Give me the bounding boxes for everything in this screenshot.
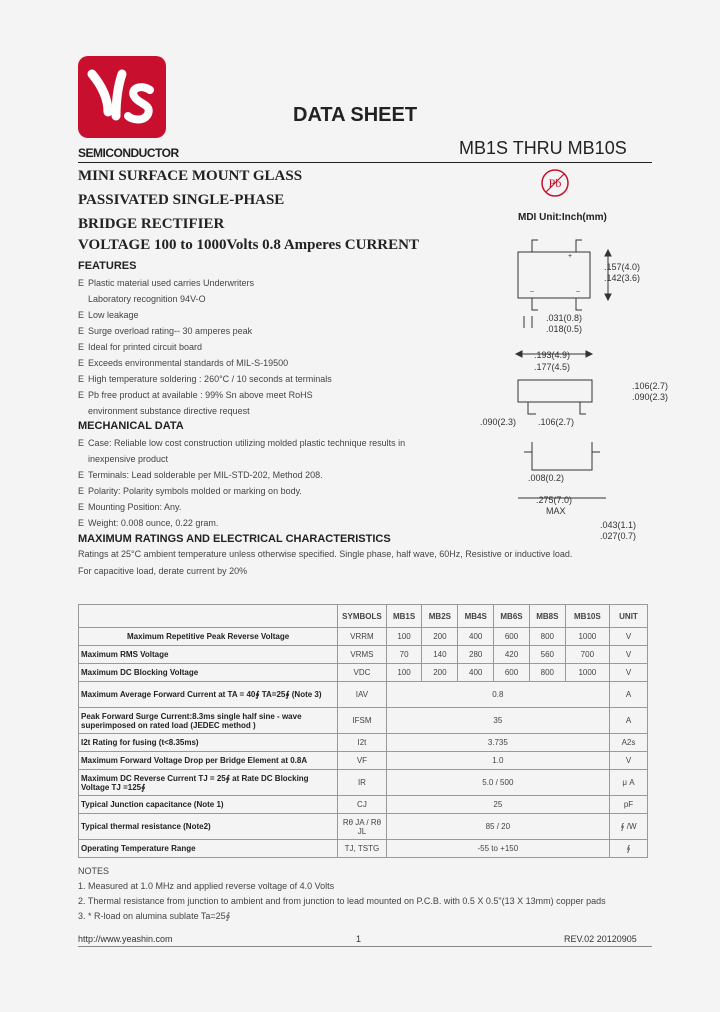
dim-label: .106(2.7) — [538, 417, 575, 427]
table-row: Maximum RMS Voltage VRMS 70 140 280 420 560 700 V — [79, 646, 648, 664]
mechanical-item-cont: inexpensive product — [88, 454, 169, 464]
feature-item: Ε Plastic material used carries Underwriters — [78, 278, 255, 288]
product-title-4: VOLTAGE 100 to 1000Volts 0.8 Amperes CURRENT — [78, 237, 419, 253]
dim-label: .106(2.7) — [632, 381, 669, 391]
company-name: SEMICONDUCTOR — [78, 146, 179, 160]
notes-title: NOTES — [78, 866, 110, 876]
model-range: MB1S THRU MB10S — [459, 138, 627, 158]
pb-free-icon — [540, 168, 570, 198]
dim-label: .043(1.1) — [600, 520, 637, 530]
page-number: 1 — [356, 934, 362, 944]
dim-label: .090(2.3) — [632, 392, 669, 402]
table-row: Operating Temperature Range TJ, TSTG -55 to +150 ∮ — [79, 840, 648, 858]
table-row: I2t Rating for fusing (t<8.35ms) I2t 3.735 A2s — [79, 734, 648, 752]
dim-label: .090(2.3) — [480, 417, 517, 427]
ratings-note: For capacitive load, derate current by 20% — [78, 566, 248, 576]
dim-label: .018(0.5) — [546, 324, 583, 334]
doc-title: DATA SHEET — [293, 104, 418, 126]
footer-rule — [78, 946, 652, 947]
mechanical-item: Ε Weight: 0.008 ounce, 0.22 gram. — [78, 518, 219, 528]
header-rule — [78, 162, 652, 163]
footer-url[interactable]: http://www.yeashin.com — [78, 934, 173, 944]
note-item: 3. * R-load on alumina sublate Ta=25∮ — [78, 911, 231, 921]
mechanical-item: Ε Polarity: Polarity symbols molded or marking on body. — [78, 486, 302, 496]
feature-item: Ε Exceeds environmental standards of MIL-S-19500 — [78, 358, 289, 368]
dim-label: .027(0.7) — [600, 531, 637, 541]
table-row: Maximum Average Forward Current at TA = 40∮ TA=25∮ (Note 3) IAV 0.8 A — [79, 682, 648, 708]
table-row: Typical thermal resistance (Note2) Rθ JA / Rθ JL 85 / 20 ∮ /W — [79, 814, 648, 840]
table-header-row: SYMBOLS MB1S MB2S MB4S MB6S MB8S MB10S UNIT — [79, 605, 648, 628]
features-heading: FEATURES — [78, 260, 137, 272]
note-item: 2. Thermal resistance from junction to ambient and from junction to lead mounted on P.C.B. with 0.5 X 0.5"(13 X 13mm) copper pads — [78, 896, 606, 906]
table-row: Maximum DC Reverse Current TJ = 25∮ at Rate DC Blocking Voltage TJ =125∮ IR 5.0 / 500 μ A — [79, 770, 648, 796]
tilde-marker: ~ — [530, 289, 535, 296]
product-title-1: MINI SURFACE MOUNT GLASS — [78, 168, 303, 184]
dim-label: .142(3.6) — [604, 273, 641, 283]
table-row: Maximum Repetitive Peak Reverse Voltage VRRM 100 200 400 600 800 1000 V — [79, 628, 648, 646]
product-title-2: PASSIVATED SINGLE-PHASE — [78, 192, 285, 208]
table-row: Peak Forward Surge Current:8.3ms single half sine - wave superimposed on rated load (JEDEC method ) IFSM 35 A — [79, 708, 648, 734]
feature-item: Ε Surge overload rating-- 30 amperes peak — [78, 326, 253, 336]
dim-label: .177(4.5) — [534, 362, 571, 372]
ys-logo-icon — [78, 56, 166, 138]
ratings-table — [78, 604, 648, 858]
pb-symbol: Pb — [548, 176, 562, 190]
product-title-3: BRIDGE RECTIFIER — [78, 216, 225, 232]
table-row: Maximum DC Blocking Voltage VDC 100 200 400 600 800 1000 V — [79, 664, 648, 682]
feature-item-cont: Laboratory recognition 94V-O — [88, 294, 206, 304]
note-item: 1. Measured at 1.0 MHz and applied reverse voltage of 4.0 Volts — [78, 881, 335, 891]
table-row: Typical Junction capacitance (Note 1) CJ 25 pF — [79, 796, 648, 814]
diagram-title: MDI Unit:Inch(mm) — [518, 212, 607, 223]
feature-item: Ε High temperature soldering : 260°C / 10 seconds at terminals — [78, 374, 332, 384]
dim-label: .193(4.9) — [534, 350, 571, 360]
mechanical-item: Ε Case: Reliable low cost construction utilizing molded plastic technique results in — [78, 438, 406, 448]
feature-item-cont: environment substance directive request — [88, 406, 250, 416]
tilde-marker: ~ — [576, 289, 581, 296]
dim-label: .008(0.2) — [528, 473, 565, 483]
ratings-heading: MAXIMUM RATINGS AND ELECTRICAL CHARACTERISTICS — [78, 533, 391, 545]
dim-label: .157(4.0) — [604, 262, 641, 272]
mechanical-item: Ε Mounting Position: Any. — [78, 502, 182, 512]
feature-item: Ε Low leakage — [78, 310, 139, 320]
feature-item: Ε Ideal for printed circuit board — [78, 342, 203, 352]
dim-label: .275(7.0) — [536, 495, 573, 505]
mechanical-item: Ε Terminals: Lead solderable per MIL-STD-202, Method 208. — [78, 470, 323, 480]
table-row: Maximum Forward Voltage Drop per Bridge Element at 0.8A VF 1.0 V — [79, 752, 648, 770]
revision: REV.02 20120905 — [564, 934, 637, 944]
dim-label: MAX — [546, 506, 566, 516]
feature-item: Ε Pb free product at available : 99% Sn above meet RoHS — [78, 390, 313, 400]
dim-label: .031(0.8) — [546, 313, 583, 323]
company-logo — [78, 56, 166, 138]
ratings-note: Ratings at 25°C ambient temperature unless otherwise specified. Single phase, half wave, 60Hz, Resistive or inductive load. — [78, 549, 573, 559]
plus-marker: + — [568, 253, 573, 260]
mechanical-heading: MECHANICAL DATA — [78, 420, 184, 432]
